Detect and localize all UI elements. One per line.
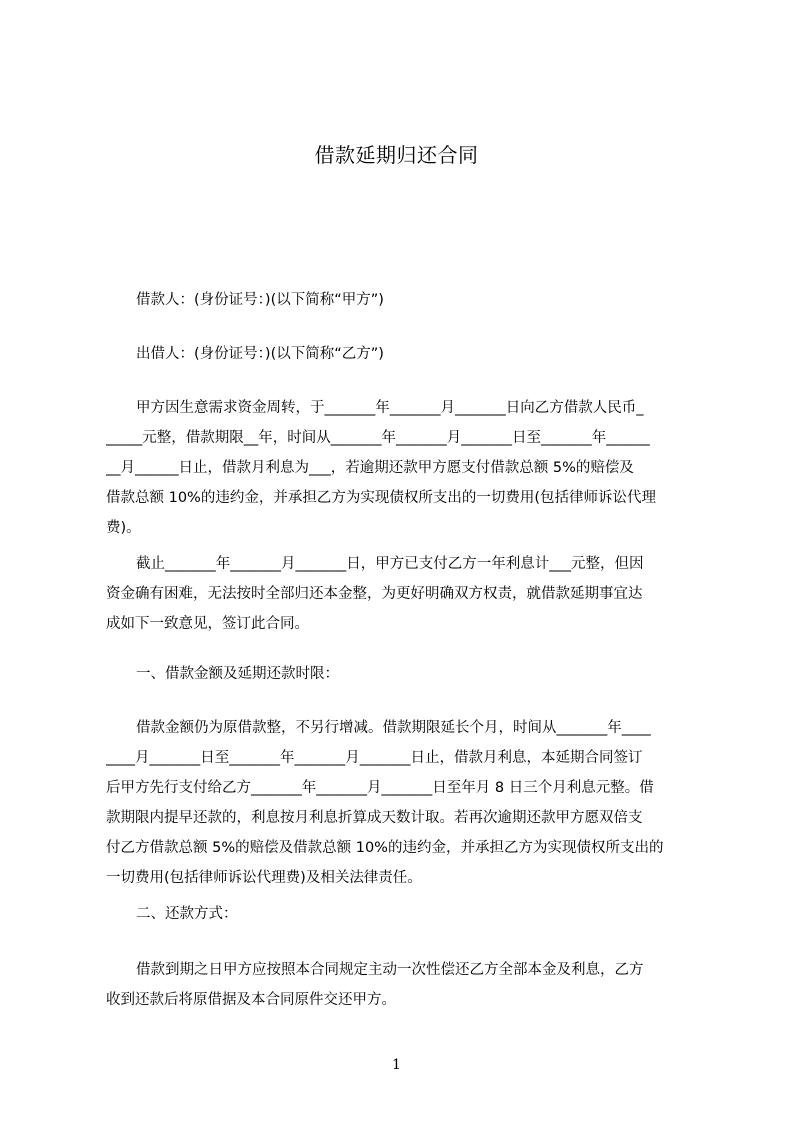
text-line: 一切费用(包括律师诉讼代理费)及相关法律责任。: [106, 870, 422, 886]
text-line: 借款到期之日甲方应按照本合同规定主动一次性偿还乙方全部本金及利息，乙方: [136, 962, 644, 978]
text-line: 费)。: [106, 520, 141, 536]
text-line: 成如下一致意见，签订此合同。: [106, 616, 309, 632]
text-line: 收到还款后将原借据及本合同原件交还甲方。: [106, 992, 396, 1008]
text-line: 借款金额仍为原借款整，不另行增减。借款期限延长个月，时间从_______年____: [136, 720, 651, 736]
document-title: 借款延期归还合同: [314, 143, 479, 167]
repayment-paragraph: [106, 955, 698, 1015]
interest-status-paragraph: [106, 549, 698, 639]
text-line: 后甲方先行支付给乙方_______年_______月_______日至年月 8 日三个月利息元整。借: [106, 780, 654, 796]
text-line: 资金确有困难，无法按时全部归还本金整，为更好明确双方权责，就借款延期事宜达: [106, 586, 643, 602]
page-number: 1: [392, 1057, 401, 1073]
loan-background-paragraph: [106, 393, 698, 543]
loan-extension-paragraph: [106, 713, 698, 893]
text-line: ____月_______日至_______年_______月_______日止，借款月利息，本延期合同签订: [106, 750, 643, 766]
section-heading-2: [106, 899, 698, 929]
text-line: _____元整，借款期限__年，时间从_______年_______月_______日至_______年______: [106, 430, 650, 446]
text-line: 一、借款金额及延期还款时限：: [136, 666, 339, 682]
text-line: 截止_______年_______月_______日，甲方已支付乙方一年利息计___元整，但因: [136, 556, 644, 572]
text-line: 甲方因生意需求资金周转，于_______年_______月_______日向乙方借款人民币_: [136, 400, 644, 416]
text-line: 借款人：(身份证号：)(以下简称“甲方”): [136, 292, 384, 308]
lender-line: [106, 339, 698, 369]
text-line: 付乙方借款总额 5%的赔偿及借款总额 10%的违约金，并承担乙方为实现债权所支出的: [106, 840, 664, 856]
section-heading-1: [106, 659, 698, 689]
text-line: 出借人：(身份证号：)(以下简称“乙方”): [136, 346, 384, 362]
borrower-line: [106, 285, 698, 315]
text-line: 借款总额 10%的违约金，并承担乙方为实现债权所支出的一切费用(包括律师诉讼代理: [106, 490, 656, 506]
text-line: 款期限内提早还款的，利息按月利息折算成天数计取。若再次逾期还款甲方愿双倍支: [106, 810, 643, 826]
text-line: 二、还款方式：: [136, 906, 238, 922]
text-line: __月______日止，借款月利息为___，若逾期还款甲方愿支付借款总额 5%的赔偿及: [106, 460, 634, 476]
